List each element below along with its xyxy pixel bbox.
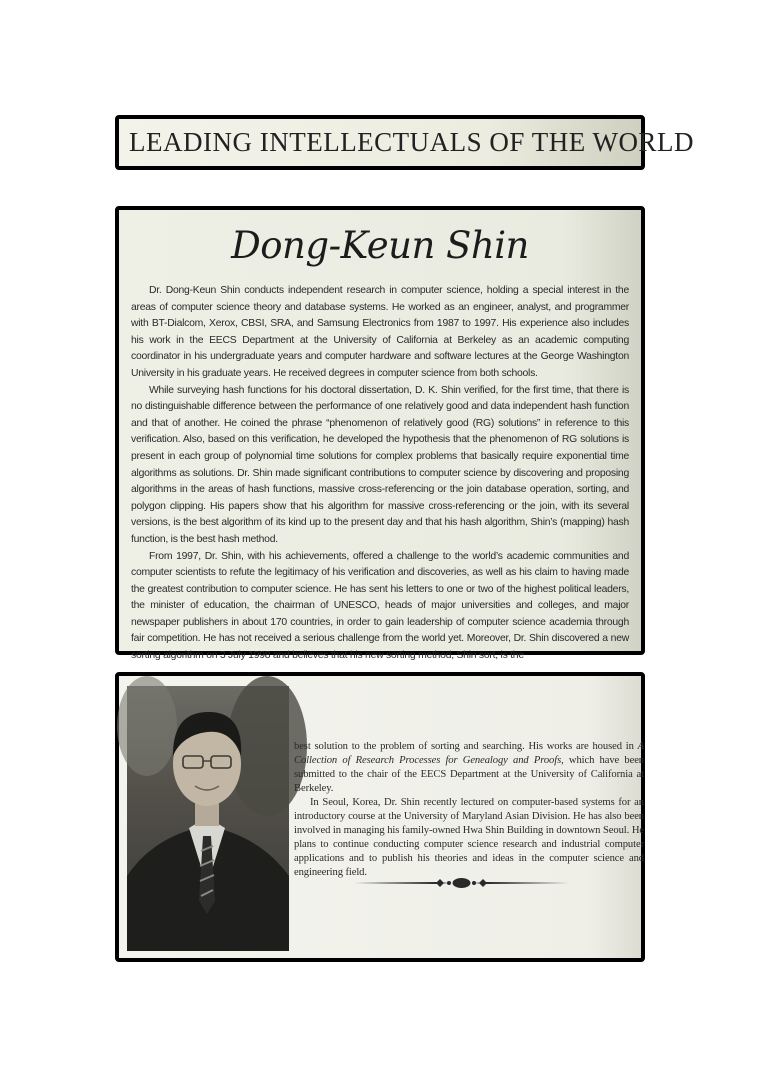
profile-paragraph-1-end: which have been submitted to the chair of the EECS Department at the University of California at Berkeley.: [294, 755, 645, 794]
banner-title: LEADING INTELLECTUALS OF THE WORLD: [129, 127, 694, 157]
profile-paragraph-1-start: best solution to the problem of sorting and searching. His works are housed in: [294, 741, 638, 752]
profile-paragraph-1: [294, 740, 644, 796]
banner-panel: [115, 115, 694, 170]
portrait-photo: [127, 686, 289, 951]
flourish-divider-icon: [354, 876, 569, 890]
person-name-heading: Dong-Keun Shin: [231, 224, 529, 267]
profile-panel: [115, 672, 645, 962]
collection-title: A Collection of Research Processes for Genealogy and Proofs,: [294, 741, 644, 766]
profile-text-block: [294, 740, 644, 880]
profile-paragraph-2: In Seoul, Korea, Dr. Shin recently lectured on computer-based systems for an introductory course at the University of Maryland Asian Division. He has also been involved in managing his family-owned Hwa Shin Building in downtown Seoul. He plans to continue conducting computer science research and industrial computer applications and to publish his theories and ideas in the computer science and engineering field.: [294, 797, 644, 878]
bio-paragraph-1: Dr. Dong-Keun Shin conducts independent research in computer science, holding a special interest in the areas of computer science theory and database systems. He worked as an engineer, analyst, and programmer with BT-Dialcom, Xerox, CBSI, SRA, and Samsung Electronics from 1987 to 1997. His experience also includes his work in the EECS Department at the University of California at Berkeley as an academic computing coordinator in his undergraduate years and computer hardware and software lectures at the George Washington University in his graduate years. He received degrees in computer science from both schools.: [131, 285, 629, 379]
portrait-photo-icon: [127, 686, 289, 951]
bio-paragraph-3: From 1997, Dr. Shin, with his achievements, offered a challenge to the world’s academic communities and computer scientists to refute the legitimacy of his verification and discoveries, as well as his claim to having made the greatest contribution to computer science. He has sent his letters to one or two of the highest political leaders, the minister of education, the chairman of UNESCO, heads of major universities and colleges, and major newspaper publishers in about 170 countries, in order to gain leadership of computer science academia through fair competition. He has not received a serious challenge from the world yet. Moreover, Dr. Shin discovered a new sorting algorithm on 3 July 1998 and believes that his new sorting method, Shin sort, is the: [131, 550, 629, 662]
bio-paragraph-2: While surveying hash functions for his doctoral dissertation, D. K. Shin verified, for the first time, that there is no distinguishable difference between the performance of one relatively good and data independent hash function and that of another. He coined the phrase “phenomenon of relatively good (RG) solutions” in reference to this verification. Also, based on this verification, he developed the hypothesis that the phenomenon of RG solutions is present in each group of polynomial time solutions for complex problems that basically require exponential time algorithms as solutions. Dr. Shin made significant contributions to computer science by discovering and proposing algorithms in the areas of hash functions, massive cross-referencing or the join database operation, sorting, and polygon clipping. His papers show that his algorithm for massive cross-referencing or the join, with its several versions, is the best algorithm of its kind up to the present day and that his hash algorithm, Shin’s (mapping) hash function, is the best hash method.: [131, 384, 629, 545]
bio-panel: [115, 206, 645, 662]
